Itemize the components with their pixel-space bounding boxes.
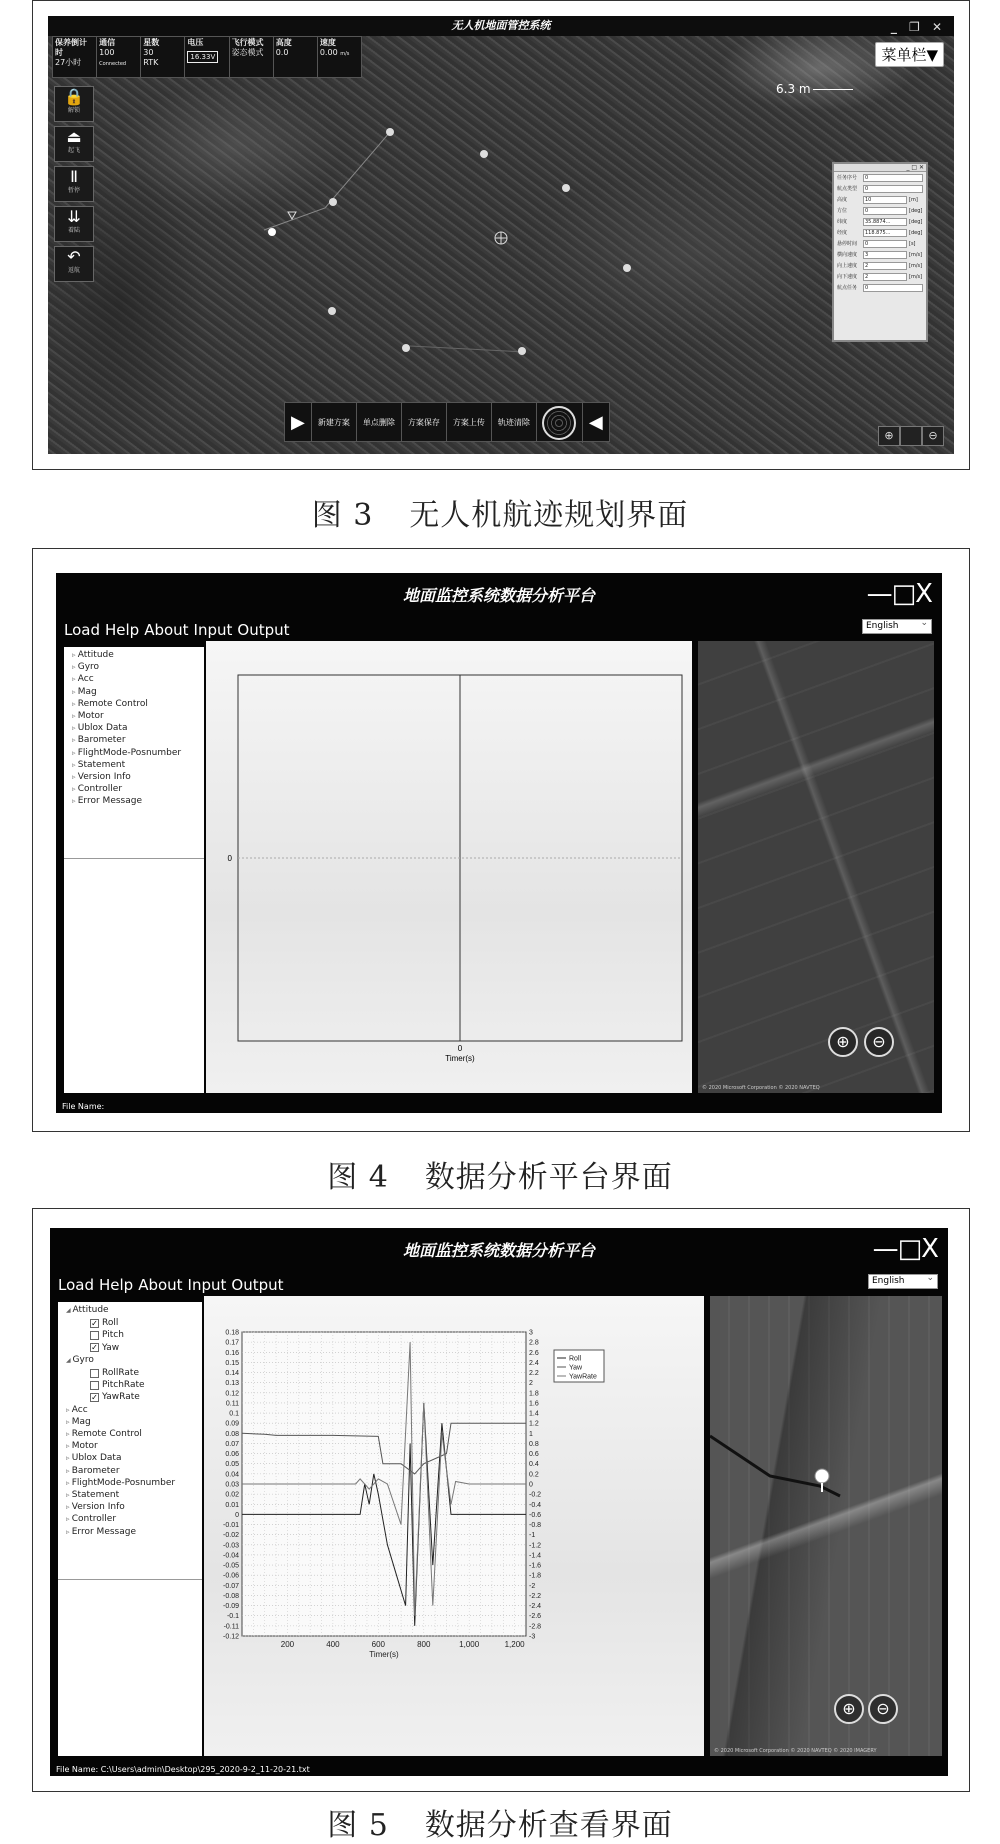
legend-entry: Roll [569,1355,582,1363]
window-title: 地面监控系统数据分析平台 [402,1241,595,1260]
language-select[interactable]: English ⌄ [862,619,932,634]
y-right-tick-label: 3 [529,1329,533,1337]
tree-item-attitude[interactable]: ◢ Attitude [66,1304,202,1317]
waypoint-icon [402,344,410,352]
y-right-tick-label: 1.2 [529,1420,539,1428]
x-tick-label: 1,000 [459,1640,480,1649]
x-tick-label: 1,200 [504,1640,525,1649]
flight-track-overlay [710,1296,942,1756]
zoom-divider [900,426,922,446]
y-right-tick-label: 2.4 [529,1359,539,1367]
y-left-tick-label: 0.12 [225,1390,239,1398]
flight-mode-status: 飞行模式 姿态模式 [230,37,274,77]
y-right-tick-label: -0.6 [529,1511,542,1519]
y-right-tick-label: 0 [529,1481,533,1489]
panel-window-controls[interactable]: _ □ ✕ [834,164,926,172]
y-right-tick-label: -1 [529,1532,536,1540]
drone-location-icon[interactable] [815,1469,829,1483]
data-category-tree [64,647,204,859]
map-zoom-out-icon[interactable]: ⊖ [868,1694,898,1724]
pause-button[interactable]: Ⅱ 暂停 [54,166,94,202]
y-right-tick-label: -2.4 [529,1603,542,1611]
param-row: 经度 118.875... [deg] [837,229,923,236]
y-right-tick-label: -2.6 [529,1613,542,1621]
menu-input[interactable]: Input [193,621,233,639]
tree-item-version-info[interactable]: ▹ Version Info [72,771,204,783]
y-right-tick-label: 2.2 [529,1370,539,1378]
y-left-tick-label: 0.08 [225,1430,239,1438]
tree-lower-pane [58,1580,202,1756]
tree-item-error-message[interactable]: ▹ Error Message [66,1526,202,1538]
zoom-in-icon[interactable]: ⊕ [878,426,900,446]
y-right-tick-label: -0.4 [529,1501,542,1509]
map-zoom-controls [878,426,944,446]
file-name-label: File Name: C:\Users\admin\Desktop\295_2020-9-2_11-20-21.txt [56,1765,310,1774]
tree-item-version-info[interactable]: ▹ Version Info [66,1501,202,1513]
tree-item-barometer[interactable]: ▹ Barometer [72,734,204,746]
data-category-tree [58,1302,202,1580]
return-button[interactable]: ↶ 返航 [54,246,94,282]
waypoint-icon [623,264,631,272]
tree-item-remote-control[interactable]: ▹ Remote Control [72,698,204,710]
y-left-tick-label: 0.1 [229,1410,239,1418]
y-tick-label: 0 [227,854,232,863]
window-controls[interactable]: —□X [866,579,932,609]
flight-planning-map[interactable] [48,16,954,454]
mission-toolbar [284,402,610,442]
window-controls[interactable]: _ ❐ ✕ [890,20,946,34]
tree-item-statement[interactable]: ▹ Statement [72,759,204,771]
y-left-tick-label: 0.15 [225,1359,239,1367]
y-right-tick-label: -1.2 [529,1542,542,1550]
empty-chart [206,641,692,1093]
language-select[interactable]: English ⌄ [868,1274,938,1289]
data-viewer-window [50,1228,948,1776]
waypoint-icon [562,184,570,192]
tree-item-ublox-data[interactable]: ▹ Ublox Data [66,1452,202,1464]
tree-item-attitude[interactable]: ▹ Attitude [72,649,204,661]
x-tick-label: 600 [371,1640,385,1649]
lock-icon: 🔒 [64,87,84,106]
tree-item-gyro[interactable]: ◢ Gyro [66,1354,202,1367]
y-left-tick-label: -0.04 [223,1552,239,1560]
tree-sub-yaw[interactable]: ✓ Yaw [91,1342,120,1353]
satellite-status: 星数 30 RTK [141,37,185,77]
legend-entry: YawRate [569,1373,597,1381]
flight-track-line [710,1436,840,1496]
y-right-tick-label: -0.8 [529,1522,542,1530]
window-title: 无人机地面管控系统 [451,19,551,32]
tree-item-flightmode[interactable]: ▹ FlightMode-Posnumber [72,747,204,759]
param-input[interactable]: 0 [863,240,907,248]
altitude-status: 高度 0.0 [274,37,318,77]
param-input[interactable]: 118.875... [863,229,907,237]
pause-icon: Ⅱ [70,167,78,186]
battery-icon: 16.33V [187,51,218,63]
tree-lower-pane [64,859,204,1093]
y-left-tick-label: 0.05 [225,1461,239,1469]
map-zoom-out-icon[interactable]: ⊖ [864,1027,894,1057]
map-scale: 6.3 m [776,82,853,96]
y-left-tick-label: -0.12 [223,1633,239,1641]
pitchrate-checkbox[interactable] [90,1381,99,1390]
param-input[interactable]: 10 [863,196,907,204]
waypoint-icon [518,347,526,355]
delete-waypoint-button[interactable]: 单点删除 [357,403,402,441]
menu-help[interactable]: Help [98,1276,134,1294]
menu-about[interactable]: About [144,621,189,639]
y-right-tick-label: 2.8 [529,1339,539,1347]
x-tick-label: 800 [417,1640,431,1649]
satellite-map[interactable] [698,641,934,1093]
upload-plan-button[interactable]: 方案上传 [447,403,492,441]
menu-input[interactable]: Input [187,1276,227,1294]
menu-about[interactable]: About [138,1276,183,1294]
map-zoom-in-icon[interactable]: ⊕ [828,1027,858,1057]
param-input[interactable]: 2 [863,273,907,281]
param-row: 纬度 35.8874... [deg] [837,218,923,225]
tree-item-motor[interactable]: ▹ Motor [72,710,204,722]
y-left-tick-label: -0.06 [223,1572,239,1580]
y-left-tick-label: -0.01 [223,1522,239,1530]
tree-item-barometer[interactable]: ▹ Barometer [66,1465,202,1477]
tree-item-gyro[interactable]: ▹ Gyro [72,661,204,673]
x-axis-label: Timer(s) [369,1650,399,1659]
heading-icon [288,212,296,219]
pitch-checkbox[interactable] [90,1331,99,1340]
param-row: 悬停时间 0 [s] [837,240,916,247]
tree-item-statement[interactable]: ▹ Statement [66,1489,202,1501]
tree-sub-yawrate[interactable]: ✓ YawRate [91,1392,140,1403]
y-left-tick-label: 0.18 [225,1329,239,1337]
satellite-map[interactable] [710,1296,942,1756]
menu-output[interactable]: Output [237,621,290,639]
param-input[interactable]: 35.8874... [863,218,907,226]
tree-item-controller[interactable]: ▹ Controller [66,1513,202,1525]
y-left-tick-label: 0.02 [225,1491,239,1499]
param-row: 航点任务 0 [834,282,926,293]
y-right-tick-label: -2.2 [529,1592,542,1600]
y-left-tick-label: 0.03 [225,1481,239,1489]
tree-item-acc[interactable]: ▹ Acc [66,1404,202,1416]
tree-item-controller[interactable]: ▹ Controller [72,783,204,795]
y-left-tick-label: -0.11 [223,1623,239,1631]
menu-load[interactable]: Load [64,621,100,639]
tree-sub-roll[interactable]: ✓ Roll [91,1318,119,1329]
figure-4-caption: 图 4 数据分析平台界面 [327,1160,673,1195]
y-right-tick-label: 1.4 [529,1410,539,1418]
tree-item-acc[interactable]: ▹ Acc [72,673,204,685]
y-left-tick-label: -0.1 [226,1613,239,1621]
y-right-tick-label: 0.8 [529,1440,539,1448]
param-row: 横向速度 3 [m/s] [837,251,923,258]
takeoff-icon: ⏏ [66,127,82,146]
x-axis-label: Timer(s) [445,1054,475,1063]
route-line [264,132,390,230]
legend-entry: Yaw [569,1364,583,1372]
tree-sub-rollrate[interactable]: RollRate [66,1367,202,1379]
param-row: 高度 10 [m] [837,196,918,203]
map-copyright: © 2020 Microsoft Corporation © 2020 NAVTEQ © 2020 IMAGERY [714,1748,877,1754]
menu-bar [58,1276,284,1294]
y-right-tick-label: 0.2 [529,1471,539,1479]
y-right-tick-label: 1 [529,1430,533,1438]
yaw-checkbox[interactable]: ✓ [91,1343,98,1353]
y-left-tick-label: -0.08 [223,1592,239,1600]
y-left-tick-label: 0.16 [225,1349,239,1357]
y-left-tick-label: 0.14 [225,1370,239,1378]
map-zoom-in-icon[interactable]: ⊕ [834,1694,864,1724]
y-left-tick-label: 0.01 [225,1501,239,1509]
y-left-tick-label: 0.06 [225,1451,239,1459]
signal-status: 通信 100 Connected [97,37,141,77]
y-right-tick-label: -0.2 [529,1491,542,1499]
tree-sub-pitchrate[interactable]: PitchRate [66,1379,202,1391]
y-right-tick-label: -1.8 [529,1572,542,1580]
menu-output[interactable]: Output [231,1276,284,1294]
voltage-status: 电压 16.33V [185,37,229,77]
y-left-tick-label: 0.04 [225,1471,239,1479]
y-left-tick-label: -0.03 [223,1542,239,1550]
tree-item-flightmode[interactable]: ▹ FlightMode-Posnumber [66,1477,202,1489]
y-left-tick-label: -0.07 [223,1582,239,1590]
land-button[interactable]: ⇊ 着陆 [54,206,94,242]
y-right-tick-label: -2 [529,1582,536,1590]
y-right-tick-label: -3 [529,1633,536,1641]
file-name-label: File Name: [62,1102,105,1111]
menu-load[interactable]: Load [58,1276,94,1294]
y-left-tick-label: -0.05 [223,1562,239,1570]
roll-checkbox[interactable]: ✓ [91,1318,98,1328]
tree-item-remote-control[interactable]: ▹ Remote Control [66,1428,202,1440]
drone-position-icon[interactable] [268,228,276,236]
waypoint-overlay [48,16,954,454]
route-line [410,346,526,352]
x-tick-label: 200 [280,1640,295,1649]
param-row: 航点类型 0 [834,183,926,194]
new-plan-button[interactable]: 新建方案 [312,403,357,441]
y-left-tick-label: 0.13 [225,1380,239,1388]
y-right-tick-label: 2.6 [529,1349,539,1357]
y-left-tick-label: 0.09 [225,1420,239,1428]
y-right-tick-label: -2.8 [529,1623,542,1631]
menu-help[interactable]: Help [104,621,140,639]
param-row: 方位 0 [deg] [837,207,923,214]
waypoint-parameters-panel [832,162,928,342]
maintenance-countdown: 保养倒计时 27小时 [53,37,97,77]
figure-5-caption: 图 5 数据分析查看界面 [327,1808,673,1843]
param-input[interactable]: 0 [863,207,907,215]
unlock-button[interactable]: 🔒 解锁 [54,86,94,122]
chart-pane[interactable] [204,1296,704,1756]
x-tick-label: 400 [326,1640,340,1649]
y-left-tick-label: 0.07 [225,1440,239,1448]
waypoint-icon [386,128,394,136]
y-right-tick-label: 0.6 [529,1451,539,1459]
tree-item-mag[interactable]: ▹ Mag [66,1416,202,1428]
tree-item-ublox-data[interactable]: ▹ Ublox Data [72,722,204,734]
save-plan-button[interactable]: 方案保存 [402,403,447,441]
y-right-tick-label: -1.6 [529,1562,542,1570]
takeoff-button[interactable]: ⏏ 起飞 [54,126,94,162]
tree-sub-pitch[interactable]: Pitch [66,1329,202,1341]
crosshair-icon [495,232,507,244]
y-left-tick-label: 0 [235,1511,239,1519]
map-copyright: © 2020 Microsoft Corporation © 2020 NAVTEQ [702,1085,820,1091]
y-left-tick-label: 0.11 [225,1400,239,1408]
collapse-button[interactable]: ◀ [588,412,603,433]
waypoint-icon [329,198,337,206]
play-button[interactable]: ▶ [285,403,312,441]
land-icon: ⇊ [67,207,81,226]
menu-button[interactable]: 菜单栏▼ [875,42,944,67]
param-input[interactable]: 2 [863,262,907,270]
compass-icon [542,406,576,440]
yawrate-checkbox[interactable]: ✓ [91,1393,98,1403]
rollrate-checkbox[interactable] [90,1369,99,1378]
speed-status: 速度 0.00 m/s [319,38,350,57]
analysis-platform-window [56,573,942,1113]
window-title: 地面监控系统数据分析平台 [402,586,595,605]
y-right-tick-label: 0.4 [529,1461,539,1469]
param-input[interactable]: 0 [863,284,923,292]
y-right-tick-label: -1.4 [529,1552,542,1560]
param-input[interactable]: 3 [863,251,907,259]
tree-item-motor[interactable]: ▹ Motor [66,1440,202,1452]
compass-widget [537,403,583,443]
waypoint-markers[interactable] [328,128,631,355]
param-row: 向下速度 2 [m/s] [837,273,923,280]
figure-3-caption: 图 3 无人机航迹规划界面 [311,498,689,533]
y-left-tick-label: -0.02 [223,1532,239,1540]
window-controls[interactable]: —□X [872,1234,938,1264]
return-icon: ↶ [67,247,81,266]
tree-item-error-message[interactable]: ▹ Error Message [72,795,204,807]
param-input[interactable]: 0 [863,185,923,193]
clear-track-button[interactable]: 轨迹清除 [492,403,537,441]
y-right-tick-label: 1.8 [529,1390,539,1398]
zoom-out-icon[interactable]: ⊖ [922,426,944,446]
menu-bar [64,621,290,639]
chart-pane[interactable] [206,641,692,1093]
x-tick-label: 0 [457,1044,463,1053]
y-left-tick-label: 0.17 [225,1339,239,1347]
tree-item-mag[interactable]: ▹ Mag [72,686,204,698]
param-input[interactable]: 0 [863,174,923,182]
waypoint-icon [328,307,336,315]
param-row: 向上速度 2 [m/s] [837,262,923,269]
param-row: 任务序号 0 [834,172,926,183]
waypoint-icon [480,150,488,158]
y-left-tick-label: -0.09 [223,1603,239,1611]
y-right-tick-label: 2 [529,1380,533,1388]
attitude-chart [204,1296,704,1756]
y-right-tick-label: 1.6 [529,1400,539,1408]
